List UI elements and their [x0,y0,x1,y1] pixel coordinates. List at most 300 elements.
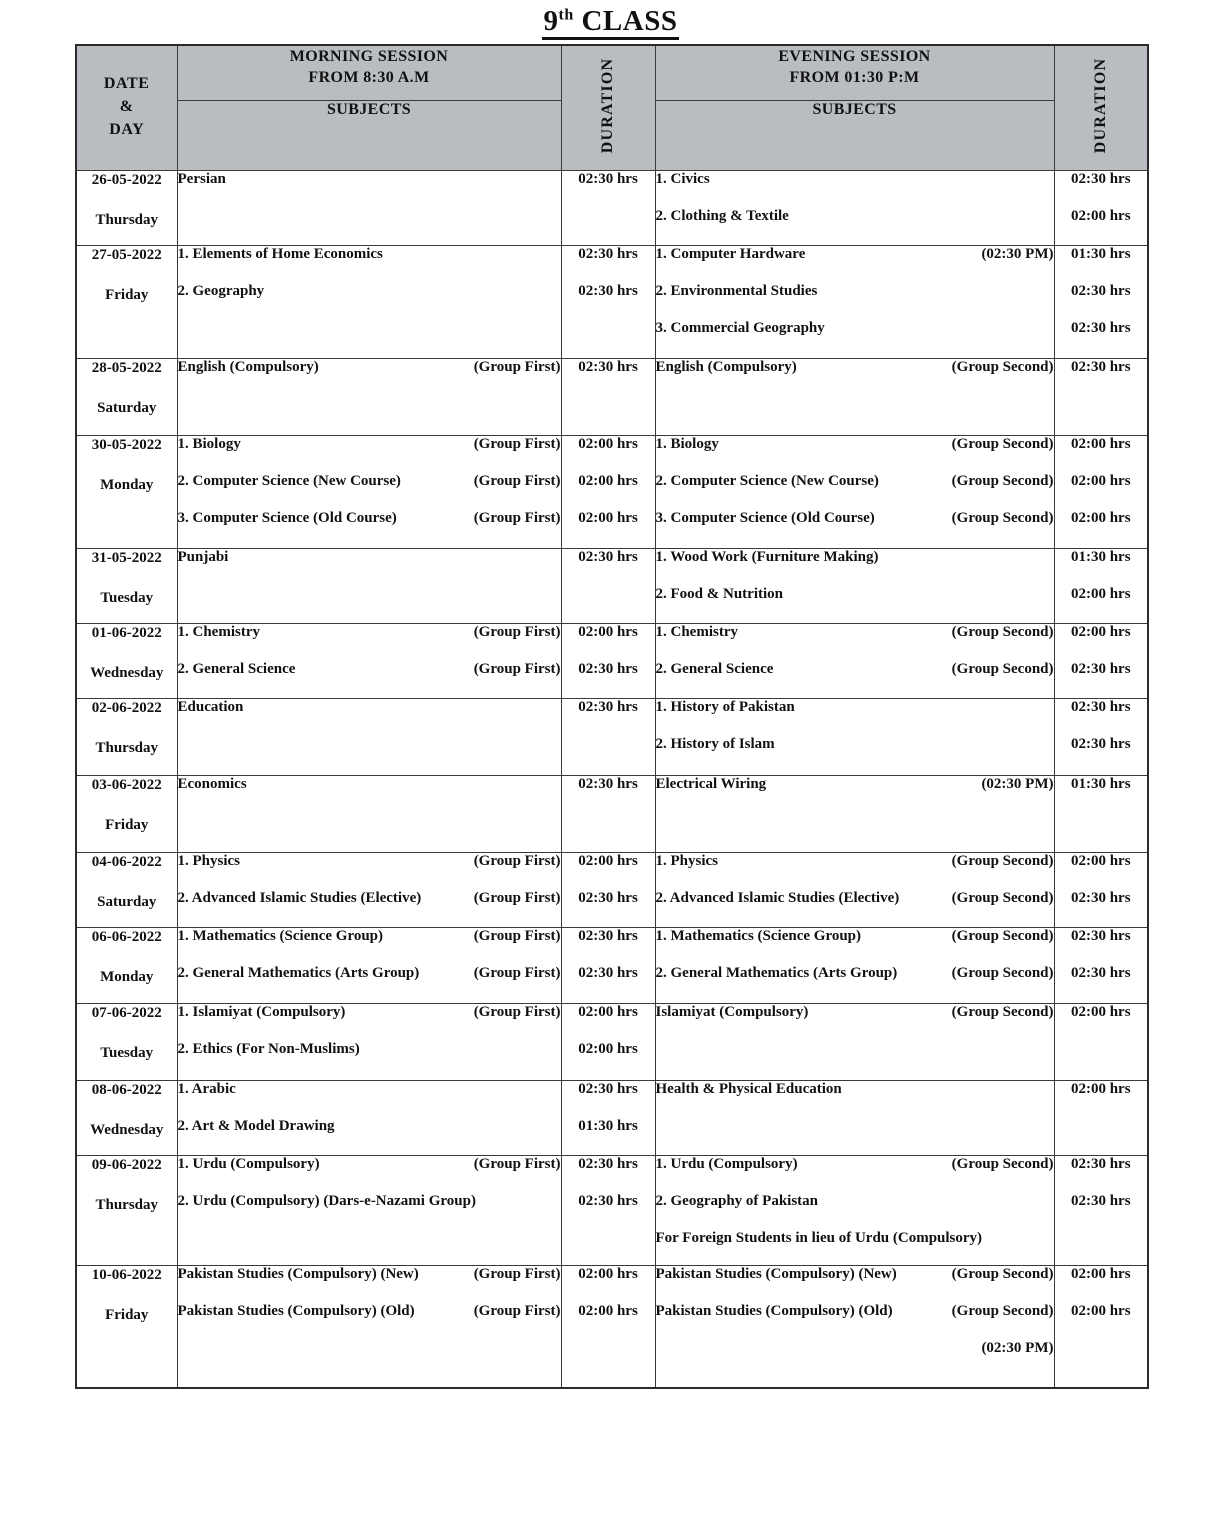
cell-morning-subjects [177,1266,561,1388]
exam-day: Monday [100,969,154,985]
header-evening-time-label: FROM 01:30 P:M [789,69,920,86]
subject-line [656,171,1054,188]
subject-name: 1. History of Pakistan [655,699,795,715]
subject-group: (02:30 PM) [981,246,1054,262]
subject-group: (Group First) [473,510,561,526]
cell-date-day [76,1004,177,1081]
subject-group: (Group First) [473,661,561,677]
duration-value: 02:30 hrs [1070,965,1131,981]
subject-name: 3. Commercial Geography [655,320,825,336]
subject-name: 1. Mathematics (Science Group) [177,928,384,944]
subject-group: (02:30 PM) [981,776,1054,792]
subject-line [656,436,1054,453]
cell-evening-subjects [655,1266,1054,1388]
subject-group: (Group First) [473,965,561,981]
cell-evening-subjects [655,1004,1054,1081]
subject-name: Pakistan Studies (Compulsory) (New) [655,1266,897,1282]
subject-line [178,661,561,678]
cell-morning-subjects [177,246,561,359]
duration-value: 02:00 hrs [578,1266,638,1282]
header-duration-morning-label: DURATION [599,57,616,154]
duration-value: 01:30 hrs [1070,246,1131,262]
subject-group: (Group Second) [951,1266,1054,1282]
duration-value: 02:00 hrs [1070,586,1131,602]
subject-line [178,965,561,982]
exam-date: 27-05-2022 [91,247,162,263]
subject-line [656,1004,1054,1021]
duration-value: 02:00 hrs [1070,1004,1131,1020]
duration-value: 01:30 hrs [1070,549,1131,565]
table-row [76,171,1148,246]
table-row [76,624,1148,699]
cell-morning-duration [561,171,655,246]
cell-evening-duration [1054,171,1148,246]
duration-value: 02:30 hrs [1070,359,1131,375]
cell-evening-duration [1054,1156,1148,1266]
cell-date-day [76,549,177,624]
cell-morning-duration [561,699,655,776]
subject-name: 2. Food & Nutrition [655,586,783,602]
subject-line [656,928,1054,945]
subject-name: 2. General Mathematics (Arts Group) [177,965,420,981]
cell-evening-duration [1054,624,1148,699]
subject-line [656,1230,1054,1247]
subject-line [656,965,1054,982]
cell-date-day [76,1081,177,1156]
cell-evening-duration [1054,699,1148,776]
subject-name: English (Compulsory) [177,359,319,375]
subject-name: 2. Advanced Islamic Studies (Elective) [177,890,422,906]
duration-value: 02:30 hrs [578,1156,638,1172]
exam-day: Tuesday [100,1045,154,1061]
subject-line [178,473,561,490]
cell-morning-subjects [177,1081,561,1156]
duration-value: 02:00 hrs [1070,510,1131,526]
cell-morning-duration [561,853,655,928]
header-evening-subjects: SUBJECTS [655,101,1054,171]
cell-morning-subjects [177,359,561,436]
cell-evening-subjects [655,436,1054,549]
page-title-bar [0,0,1221,36]
cell-morning-subjects [177,1004,561,1081]
exam-day: Friday [105,817,149,833]
class-number: 9 [543,5,559,37]
subject-name: 2. General Science [655,661,774,677]
cell-evening-subjects [655,699,1054,776]
duration-value: 02:00 hrs [1070,624,1131,640]
subject-name: 1. Elements of Home Economics [177,246,383,262]
duration-value: 02:30 hrs [1070,283,1131,299]
subject-name: 1. Physics [655,853,719,869]
exam-day: Thursday [95,740,159,756]
duration-value: 02:30 hrs [578,661,638,677]
subject-line [656,1266,1054,1283]
subject-name: Economics [177,776,247,792]
table-row [76,776,1148,853]
duration-value: 01:30 hrs [578,1118,638,1134]
subject-name: 2. Computer Science (New Course) [177,473,401,489]
exam-day: Saturday [97,894,157,910]
exam-day: Thursday [95,1197,159,1213]
subject-line [178,436,561,453]
subject-name: 1. Chemistry [177,624,260,640]
duration-value: 02:00 hrs [1070,208,1131,224]
table-row [76,1081,1148,1156]
exam-day: Saturday [97,400,157,416]
cell-evening-duration [1054,928,1148,1004]
class-ordinal: th [558,6,574,24]
subject-name: 2. Urdu (Compulsory) (Dars-e-Nazami Group) [177,1193,476,1209]
duration-value: 02:30 hrs [578,246,638,262]
table-header [76,45,1148,171]
subject-line [178,776,561,793]
duration-value: 02:30 hrs [578,359,638,375]
duration-value: 02:30 hrs [578,283,638,299]
subject-group: (Group Second) [951,1303,1054,1319]
cell-date-day [76,171,177,246]
cell-morning-duration [561,359,655,436]
subject-line [178,890,561,907]
duration-value: 02:00 hrs [1070,1081,1131,1097]
cell-morning-duration [561,928,655,1004]
table-body [76,171,1148,1388]
duration-value: 02:00 hrs [1070,1266,1131,1282]
subject-name: 2. Ethics (For Non-Muslims) [177,1041,360,1057]
subject-name: Islamiyat (Compulsory) [655,1004,809,1020]
subject-name: 2. History of Islam [655,736,775,752]
exam-date: 06-06-2022 [91,929,162,945]
subject-line [178,1193,561,1210]
duration-value: 02:30 hrs [1070,699,1131,715]
duration-value: 02:00 hrs [578,473,638,489]
subject-name: 2. Environmental Studies [655,283,818,299]
subject-name: 2. Computer Science (New Course) [655,473,879,489]
cell-evening-subjects [655,359,1054,436]
cell-morning-subjects [177,853,561,928]
subject-group: (02:30 PM) [981,1340,1054,1356]
subject-name: 1. Urdu (Compulsory) [177,1156,320,1172]
cell-morning-subjects [177,624,561,699]
header-date-label: DATE [103,75,150,92]
subject-group: (Group Second) [951,661,1054,677]
cell-date-day [76,246,177,359]
subject-line [178,283,561,300]
subject-line [656,736,1054,753]
subject-group: (Group Second) [951,624,1054,640]
cell-evening-subjects [655,549,1054,624]
cell-evening-subjects [655,776,1054,853]
subject-group: (Group Second) [951,890,1054,906]
cell-evening-duration [1054,1266,1148,1388]
duration-value: 02:30 hrs [578,549,638,565]
duration-value: 02:00 hrs [578,1303,638,1319]
cell-morning-subjects [177,1156,561,1266]
cell-morning-duration [561,776,655,853]
subject-name: 1. Urdu (Compulsory) [655,1156,798,1172]
cell-date-day [76,1156,177,1266]
header-morning-session-label: MORNING SESSION [289,48,449,65]
cell-morning-subjects [177,776,561,853]
subject-name: 2. Advanced Islamic Studies (Elective) [655,890,900,906]
cell-date-day [76,624,177,699]
table-row [76,1004,1148,1081]
subject-line [656,699,1054,716]
subject-line [178,171,561,188]
cell-evening-duration [1054,549,1148,624]
duration-value: 02:30 hrs [578,171,638,187]
cell-morning-subjects [177,171,561,246]
exam-date: 02-06-2022 [91,700,162,716]
header-duration-evening [1054,45,1148,171]
subject-line [656,1156,1054,1173]
subject-name: Pakistan Studies (Compulsory) (Old) [655,1303,893,1319]
exam-day: Wednesday [90,1122,164,1138]
subject-name: 1. Biology [655,436,719,452]
subject-line [178,1266,561,1283]
duration-value: 02:00 hrs [578,1041,638,1057]
exam-day: Friday [105,1307,149,1323]
exam-date: 28-05-2022 [91,360,162,376]
table-row [76,853,1148,928]
duration-value: 02:30 hrs [1070,928,1131,944]
duration-value: 02:00 hrs [578,436,638,452]
subject-line [178,246,561,263]
exam-day: Tuesday [100,590,154,606]
subject-group: (Group Second) [951,510,1054,526]
subject-name: Pakistan Studies (Compulsory) (New) [177,1266,419,1282]
subject-group: (Group First) [473,1156,561,1172]
subject-name: 2. Geography [177,283,265,299]
exam-date: 01-06-2022 [91,625,162,641]
subject-group: (Group First) [473,1303,561,1319]
subject-line [656,208,1054,225]
subject-line [656,510,1054,527]
exam-date: 10-06-2022 [91,1267,162,1283]
duration-value: 02:30 hrs [1070,736,1131,752]
cell-evening-subjects [655,1156,1054,1266]
subject-line [656,283,1054,300]
subject-line [178,1118,561,1135]
cell-morning-duration [561,624,655,699]
subject-group: (Group Second) [951,473,1054,489]
cell-date-day [76,436,177,549]
exam-day: Friday [105,287,149,303]
duration-value: 02:30 hrs [1070,1156,1131,1172]
subject-name: 1. Civics [655,171,710,187]
cell-morning-duration [561,436,655,549]
exam-date: 31-05-2022 [91,550,162,566]
duration-value: 02:30 hrs [1070,171,1131,187]
exam-schedule-container [75,44,1147,1389]
subject-line [178,624,561,641]
subject-line [178,1303,561,1320]
duration-value: 02:30 hrs [578,1193,638,1209]
subject-line [656,549,1054,566]
table-row [76,436,1148,549]
cell-date-day [76,776,177,853]
subject-group: (Group First) [473,1266,561,1282]
cell-morning-subjects [177,699,561,776]
table-row [76,699,1148,776]
duration-value: 02:30 hrs [578,965,638,981]
subject-line [656,586,1054,603]
duration-value: 02:00 hrs [1070,473,1131,489]
cell-evening-duration [1054,246,1148,359]
cell-morning-duration [561,246,655,359]
table-row [76,1266,1148,1388]
subject-name: 1. Islamiyat (Compulsory) [177,1004,346,1020]
cell-morning-duration [561,1156,655,1266]
duration-value: 02:30 hrs [578,699,638,715]
subject-line [656,890,1054,907]
subject-group: (Group First) [473,473,561,489]
cell-date-day [76,928,177,1004]
exam-date: 08-06-2022 [91,1082,162,1098]
subject-group: (Group Second) [951,853,1054,869]
cell-morning-duration [561,549,655,624]
exam-date: 03-06-2022 [91,777,162,793]
subject-line [656,624,1054,641]
subject-name: 1. Physics [177,853,241,869]
cell-morning-duration [561,1266,655,1388]
exam-date: 09-06-2022 [91,1157,162,1173]
exam-date: 26-05-2022 [91,172,162,188]
subject-group: (Group Second) [951,436,1054,452]
subject-line [656,1340,1054,1357]
cell-evening-subjects [655,928,1054,1004]
subject-line [656,853,1054,870]
subject-name: Pakistan Studies (Compulsory) (Old) [177,1303,415,1319]
exam-schedule-table [75,44,1149,1389]
subject-line [178,699,561,716]
subject-line [178,1004,561,1021]
header-morning-subjects: SUBJECTS [177,101,561,171]
exam-date: 07-06-2022 [91,1005,162,1021]
cell-morning-subjects [177,436,561,549]
cell-evening-subjects [655,853,1054,928]
subject-name: 1. Wood Work (Furniture Making) [655,549,879,565]
table-row [76,549,1148,624]
duration-value: 02:00 hrs [578,853,638,869]
subject-name: Electrical Wiring [655,776,767,792]
subject-group: (Group First) [473,359,561,375]
subject-name: 1. Chemistry [655,624,738,640]
exam-date: 04-06-2022 [91,854,162,870]
header-morning-session [177,45,561,101]
subject-line [656,1193,1054,1210]
header-amp-label: & [119,98,134,115]
cell-evening-duration [1054,1081,1148,1156]
cell-date-day [76,699,177,776]
cell-morning-duration [561,1004,655,1081]
cell-evening-duration [1054,1004,1148,1081]
subject-name: 1. Biology [177,436,241,452]
subject-name: 1. Arabic [177,1081,236,1097]
exam-day: Thursday [95,212,159,228]
subject-group: (Group Second) [951,928,1054,944]
cell-evening-subjects [655,246,1054,359]
cell-evening-duration [1054,359,1148,436]
subject-group: (Group Second) [951,1156,1054,1172]
duration-value: 02:30 hrs [1070,661,1131,677]
cell-morning-subjects [177,549,561,624]
subject-group: (Group First) [473,436,561,452]
cell-morning-subjects [177,928,561,1004]
cell-evening-duration [1054,436,1148,549]
subject-line [656,246,1054,263]
cell-evening-subjects [655,171,1054,246]
page-title [542,6,680,40]
table-row [76,359,1148,436]
subject-name: 2. General Mathematics (Arts Group) [655,965,898,981]
subject-group: (Group Second) [951,359,1054,375]
subject-name: 1. Computer Hardware [655,246,806,262]
subject-group: (Group First) [473,624,561,640]
subject-group: (Group Second) [951,965,1054,981]
duration-value: 02:30 hrs [578,776,638,792]
header-date-day [76,45,177,171]
subject-name: 2. Geography of Pakistan [655,1193,819,1209]
cell-date-day [76,359,177,436]
duration-value: 02:00 hrs [578,1004,638,1020]
subject-group: (Group First) [473,928,561,944]
subject-name: Punjabi [177,549,229,565]
subject-name: 3. Computer Science (Old Course) [177,510,397,526]
table-row [76,1156,1148,1266]
subject-group: (Group Second) [951,1004,1054,1020]
duration-value: 02:30 hrs [578,890,638,906]
duration-value: 02:00 hrs [1070,436,1131,452]
subject-name: 2. Art & Model Drawing [177,1118,335,1134]
subject-name: Education [177,699,244,715]
exam-day: Wednesday [90,665,164,681]
header-duration-evening-label: DURATION [1091,57,1109,154]
duration-value: 02:30 hrs [1070,320,1131,336]
subject-line [178,928,561,945]
header-morning-time-label: FROM 8:30 A.M [308,69,430,86]
header-evening-session [655,45,1054,101]
header-day-label: DAY [109,121,145,138]
cell-evening-subjects [655,624,1054,699]
subject-line [178,549,561,566]
subject-line [656,776,1054,793]
duration-value: 01:30 hrs [1070,776,1131,792]
duration-value: 02:30 hrs [578,1081,638,1097]
subject-name: Persian [177,171,226,187]
cell-evening-duration [1054,853,1148,928]
duration-value: 02:30 hrs [1070,1193,1131,1209]
subject-name: 1. Mathematics (Science Group) [655,928,862,944]
subject-name: English (Compulsory) [655,359,797,375]
subject-group: (Group First) [473,1004,561,1020]
duration-value: 02:00 hrs [578,624,638,640]
subject-line [656,661,1054,678]
exam-day: Monday [100,477,154,493]
subject-line [178,1156,561,1173]
duration-value: 02:00 hrs [578,510,638,526]
subject-line [178,359,561,376]
table-row [76,928,1148,1004]
cell-date-day [76,853,177,928]
subject-line [178,510,561,527]
subject-line [656,473,1054,490]
subject-line [656,1081,1054,1098]
subject-line [178,1081,561,1098]
subject-line [656,320,1054,337]
subject-name: 2. General Science [177,661,296,677]
subject-line [178,1041,561,1058]
subject-group: (Group First) [473,853,561,869]
